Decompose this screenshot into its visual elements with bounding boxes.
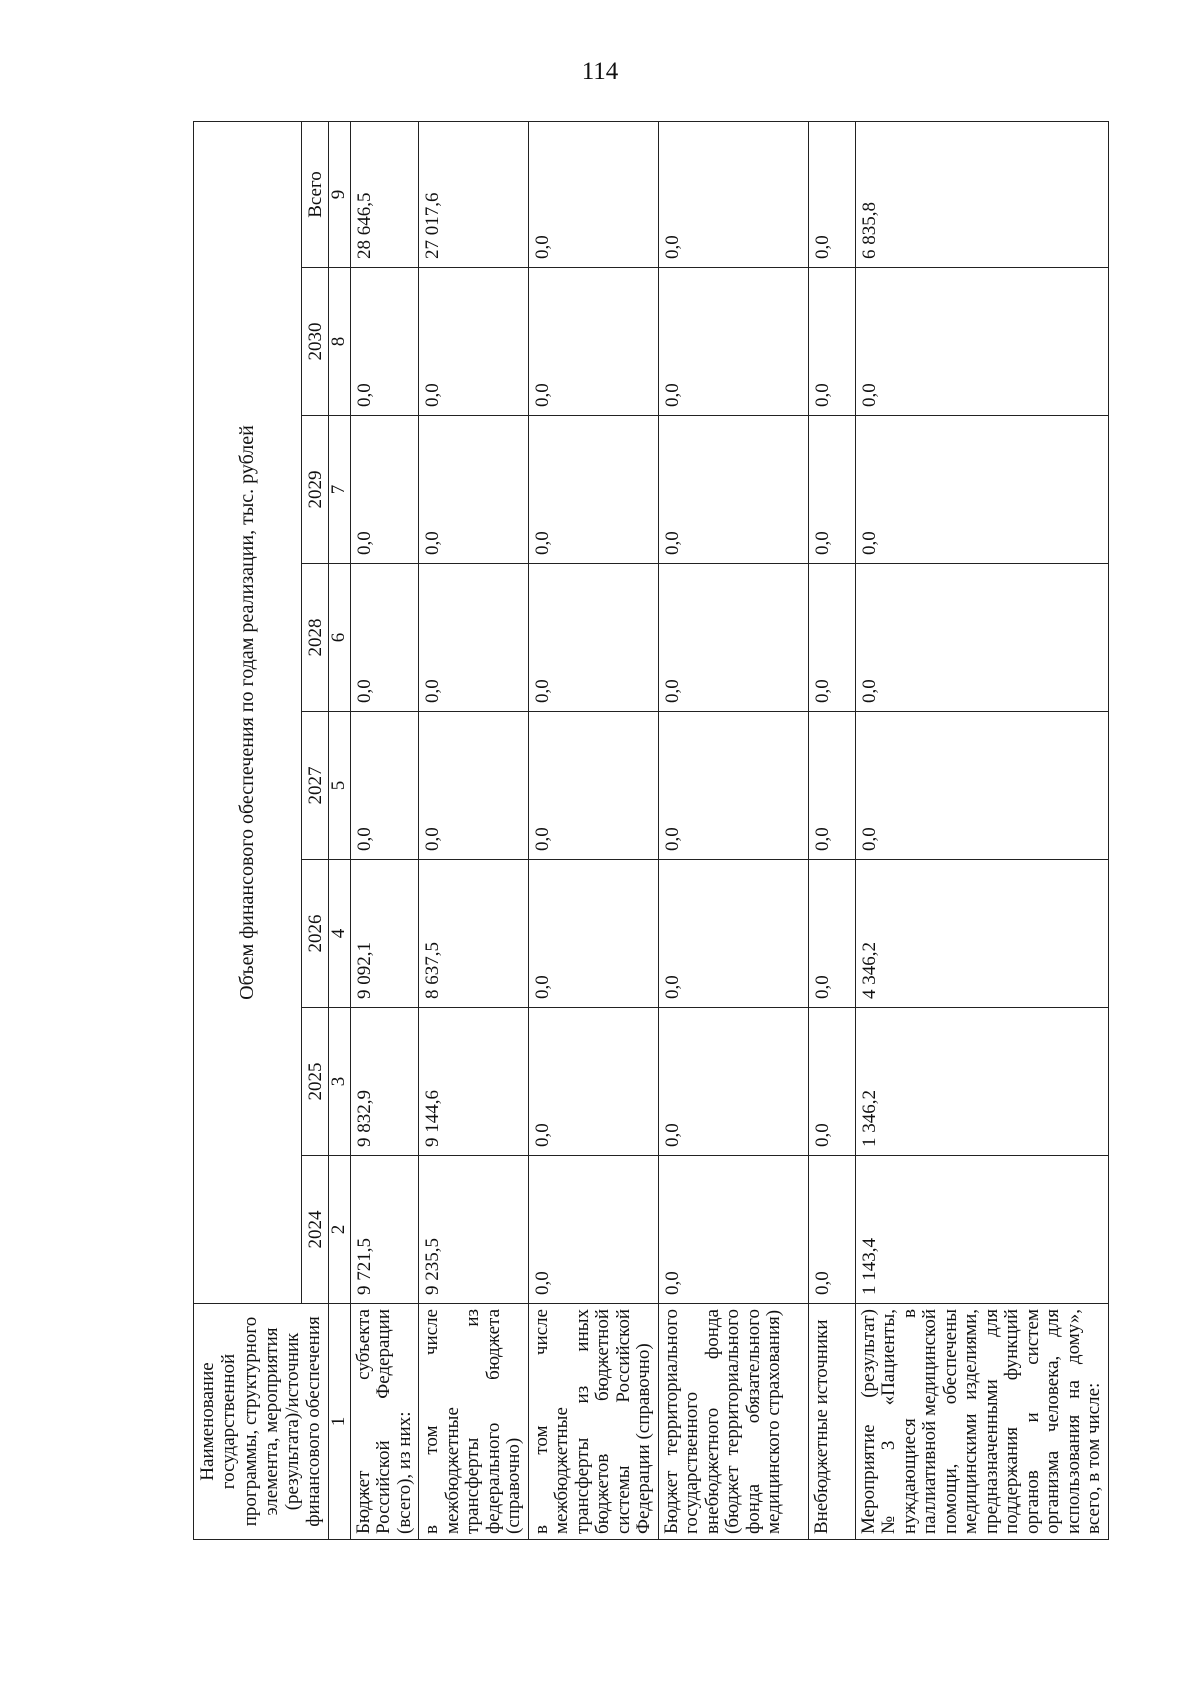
column-number: 5 <box>328 712 350 860</box>
table-cell: 0,0 <box>528 712 658 860</box>
year-header: 2025 <box>301 1008 328 1156</box>
table-cell: 0,0 <box>658 1008 808 1156</box>
table-cell: 28 646,5 <box>350 121 419 267</box>
table-row <box>658 121 808 1539</box>
year-header: 2026 <box>301 860 328 1008</box>
table-cell: 0,0 <box>350 268 419 416</box>
year-header: 2029 <box>301 416 328 564</box>
table-cell: 0,0 <box>528 564 658 712</box>
table-cell: 0,0 <box>808 860 855 1008</box>
financing-table <box>193 121 1109 1540</box>
table-cell: 0,0 <box>419 712 529 860</box>
column-group-header: Объем финансового обеспечения по годам реализации, тыс. рублей <box>194 121 302 1303</box>
column-number: 6 <box>328 564 350 712</box>
table-row <box>855 121 1108 1539</box>
column-number: 3 <box>328 1008 350 1156</box>
column-number: 8 <box>328 268 350 416</box>
table-cell: 0,0 <box>658 564 808 712</box>
table-cell: 0,0 <box>855 564 1108 712</box>
column-number: 2 <box>328 1156 350 1304</box>
table-cell: 9 092,1 <box>350 860 419 1008</box>
year-header: 2030 <box>301 268 328 416</box>
column-number: 1 <box>328 1304 350 1540</box>
row-label: Внебюджетные источники <box>808 1304 855 1540</box>
column-header-name: Наименование государственной программы, структурного элемента, мероприятия (результата)/источник финансового обеспечения <box>194 1304 329 1540</box>
table-cell: 0,0 <box>528 416 658 564</box>
table-cell: 0,0 <box>658 712 808 860</box>
table-row <box>419 121 529 1539</box>
table-cell: 6 835,8 <box>855 121 1108 267</box>
table-cell: 0,0 <box>350 712 419 860</box>
table-cell: 0,0 <box>808 564 855 712</box>
table-cell: 0,0 <box>808 1008 855 1156</box>
table-cell: 0,0 <box>419 416 529 564</box>
table-cell: 0,0 <box>855 268 1108 416</box>
table-cell: 0,0 <box>419 268 529 416</box>
table-cell: 9 144,6 <box>419 1008 529 1156</box>
table-cell: 0,0 <box>808 268 855 416</box>
table-cell: 4 346,2 <box>855 860 1108 1008</box>
table-cell: 0,0 <box>528 121 658 267</box>
table-cell: 0,0 <box>350 416 419 564</box>
table-cell: 1 346,2 <box>855 1008 1108 1156</box>
table-cell: 0,0 <box>808 1156 855 1304</box>
column-number: 4 <box>328 860 350 1008</box>
year-header: 2024 <box>301 1156 328 1304</box>
table-cell: 0,0 <box>419 564 529 712</box>
table-cell: 0,0 <box>350 564 419 712</box>
column-number: 7 <box>328 416 350 564</box>
year-header: 2028 <box>301 564 328 712</box>
table-cell: 27 017,6 <box>419 121 529 267</box>
table-cell: 0,0 <box>855 416 1108 564</box>
year-header: 2027 <box>301 712 328 860</box>
table-cell: 0,0 <box>658 1156 808 1304</box>
table-cell: 0,0 <box>808 712 855 860</box>
table-cell: 0,0 <box>528 1008 658 1156</box>
table-cell: 1 143,4 <box>855 1156 1108 1304</box>
row-label: Бюджет территориального государственного внебюджетного фонда (бюджет территориального фонда обязательного медицинского страхования) <box>658 1304 808 1540</box>
page-number: 114 <box>581 58 619 85</box>
table-cell: 9 235,5 <box>419 1156 529 1304</box>
row-label: Мероприятие (результат) № 3 «Пациенты, нуждающиеся в паллиативной медицинской помощи, обеспечены медицинскими изделиями, предназначенными для поддержания функций органов и систем организма человека, для использования на дому», всего, в том числе: <box>855 1304 1108 1540</box>
table-cell: 8 637,5 <box>419 860 529 1008</box>
table-cell: 0,0 <box>528 1156 658 1304</box>
table-row <box>808 121 855 1539</box>
row-label: в том числе межбюджетные трансферты из иных бюджетов бюджетной системы Российской Федерации (справочно) <box>528 1304 658 1540</box>
table-cell: 0,0 <box>808 416 855 564</box>
column-number-row <box>328 121 350 1539</box>
column-number: 9 <box>328 121 350 267</box>
rotated-table-container <box>193 122 1105 1540</box>
table-row <box>528 121 658 1539</box>
table-row <box>350 121 419 1539</box>
total-header: Всего <box>301 121 328 267</box>
table-cell: 0,0 <box>528 268 658 416</box>
table-cell: 0,0 <box>658 268 808 416</box>
row-label: Бюджет субъекта Российской Федерации (всего), из них: <box>350 1304 419 1540</box>
table-cell: 0,0 <box>658 121 808 267</box>
table-cell: 0,0 <box>658 416 808 564</box>
table-cell: 0,0 <box>658 860 808 1008</box>
table-cell: 0,0 <box>808 121 855 267</box>
table-cell: 9 721,5 <box>350 1156 419 1304</box>
table-cell: 0,0 <box>528 860 658 1008</box>
table-cell: 9 832,9 <box>350 1008 419 1156</box>
table-cell: 0,0 <box>855 712 1108 860</box>
row-label: в том числе межбюджетные трансферты из федерального бюджета (справочно) <box>419 1304 529 1540</box>
